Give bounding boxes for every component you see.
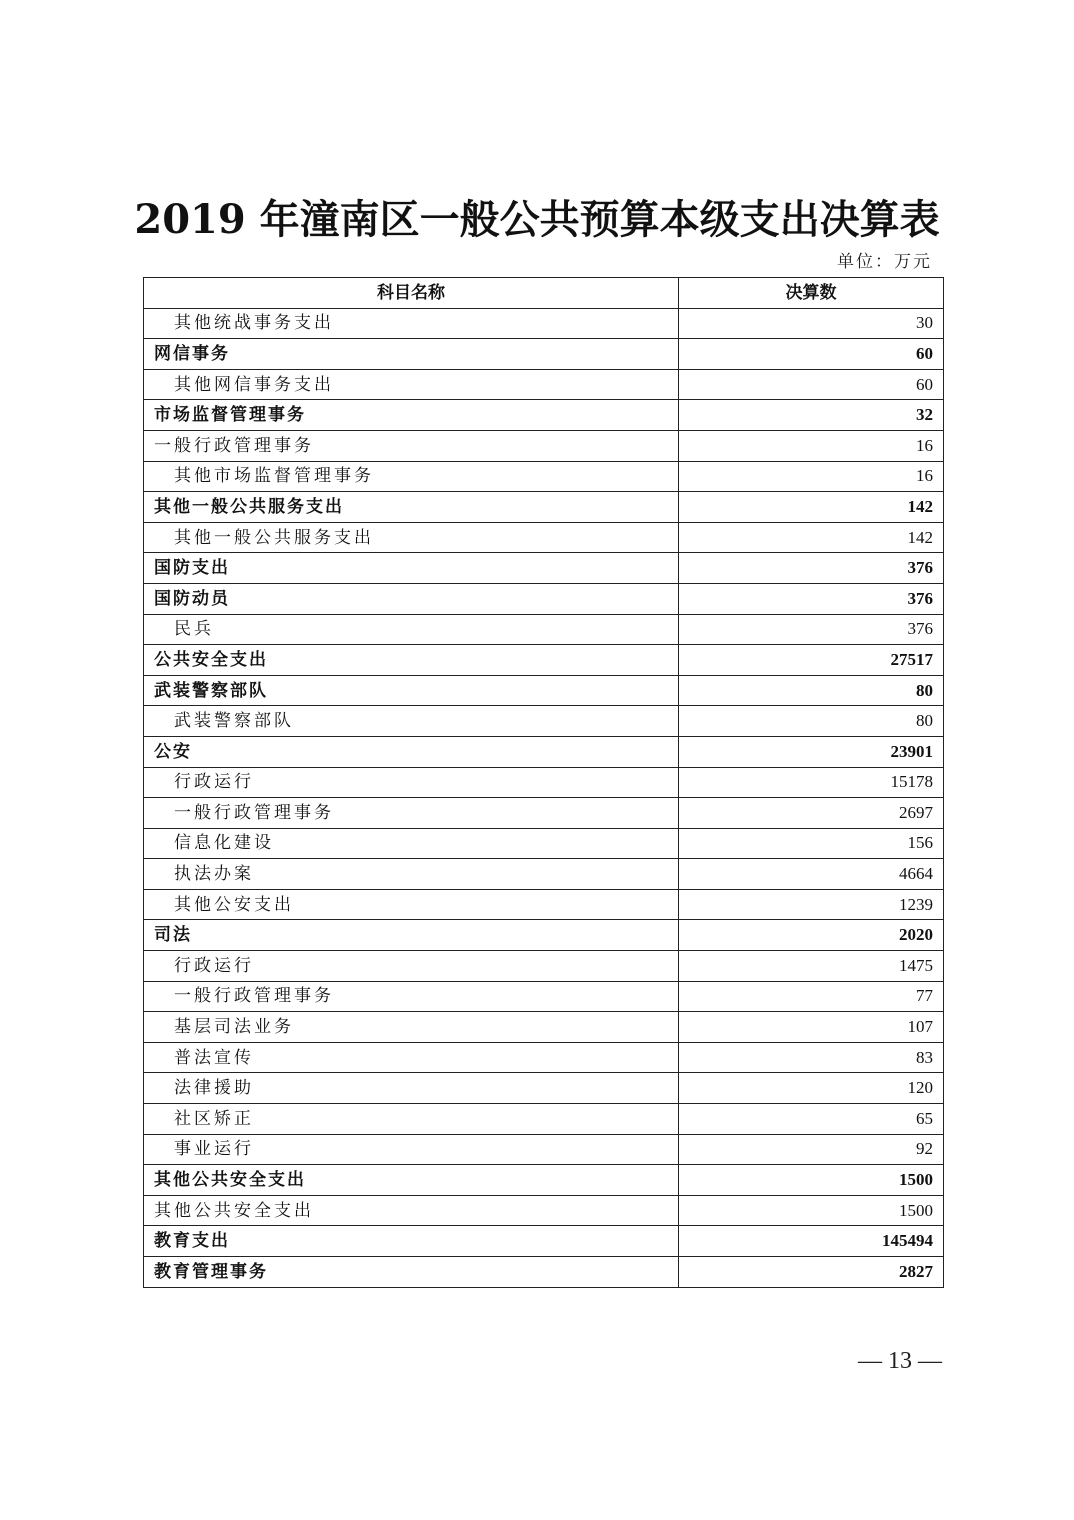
table-row xyxy=(144,859,944,890)
page-title: 2019 年潼南区一般公共预算本级支出决算表 xyxy=(134,196,940,243)
row-item-name: 社区矫正 xyxy=(144,1104,679,1135)
header-row xyxy=(144,278,944,309)
row-amount: 92 xyxy=(679,1134,944,1165)
row-amount: 80 xyxy=(679,675,944,706)
row-amount: 145494 xyxy=(679,1226,944,1257)
row-amount: 32 xyxy=(679,400,944,431)
row-item-name: 民兵 xyxy=(144,614,679,645)
row-amount: 30 xyxy=(679,308,944,339)
row-amount: 1500 xyxy=(679,1195,944,1226)
row-amount: 142 xyxy=(679,492,944,523)
row-item-name: 其他公共安全支出 xyxy=(144,1195,679,1226)
table-row xyxy=(144,1257,944,1288)
row-amount: 4664 xyxy=(679,859,944,890)
row-item-name: 行政运行 xyxy=(144,767,679,798)
row-amount: 107 xyxy=(679,1012,944,1043)
row-amount: 65 xyxy=(679,1104,944,1135)
table-row xyxy=(144,828,944,859)
row-amount: 1475 xyxy=(679,951,944,982)
table-row xyxy=(144,706,944,737)
table-row xyxy=(144,614,944,645)
table-row xyxy=(144,675,944,706)
row-amount: 2827 xyxy=(679,1257,944,1288)
table-row xyxy=(144,981,944,1012)
row-item-name: 其他网信事务支出 xyxy=(144,369,679,400)
table-row xyxy=(144,492,944,523)
table-row xyxy=(144,369,944,400)
table-row xyxy=(144,461,944,492)
row-item-name: 教育支出 xyxy=(144,1226,679,1257)
table-row xyxy=(144,767,944,798)
row-amount: 16 xyxy=(679,461,944,492)
row-item-name: 公共安全支出 xyxy=(144,645,679,676)
table-row xyxy=(144,1104,944,1135)
row-item-name: 教育管理事务 xyxy=(144,1257,679,1288)
row-amount: 2020 xyxy=(679,920,944,951)
row-item-name: 市场监督管理事务 xyxy=(144,400,679,431)
row-item-name: 其他公共安全支出 xyxy=(144,1165,679,1196)
table-body xyxy=(144,308,944,1287)
row-amount: 1500 xyxy=(679,1165,944,1196)
table-row xyxy=(144,583,944,614)
budget-table xyxy=(143,277,944,1288)
row-amount: 23901 xyxy=(679,736,944,767)
table-row xyxy=(144,1226,944,1257)
row-item-name: 公安 xyxy=(144,736,679,767)
row-item-name: 一般行政管理事务 xyxy=(144,798,679,829)
row-item-name: 执法办案 xyxy=(144,859,679,890)
row-item-name: 事业运行 xyxy=(144,1134,679,1165)
row-item-name: 国防动员 xyxy=(144,583,679,614)
row-amount: 16 xyxy=(679,430,944,461)
table-row xyxy=(144,645,944,676)
row-item-name: 司法 xyxy=(144,920,679,951)
row-item-name: 基层司法业务 xyxy=(144,1012,679,1043)
row-amount: 80 xyxy=(679,706,944,737)
row-amount: 1239 xyxy=(679,889,944,920)
table-row xyxy=(144,1073,944,1104)
table-row xyxy=(144,1134,944,1165)
table-row xyxy=(144,1195,944,1226)
row-item-name: 一般行政管理事务 xyxy=(144,981,679,1012)
table-header xyxy=(144,278,944,309)
table-row xyxy=(144,1012,944,1043)
row-item-name: 其他一般公共服务支出 xyxy=(144,492,679,523)
table-row xyxy=(144,736,944,767)
header-amount: 决算数 xyxy=(679,278,944,309)
page-number: — 13 — xyxy=(858,1348,942,1374)
row-item-name: 网信事务 xyxy=(144,339,679,370)
row-item-name: 一般行政管理事务 xyxy=(144,430,679,461)
row-amount: 142 xyxy=(679,522,944,553)
row-item-name: 行政运行 xyxy=(144,951,679,982)
row-amount: 27517 xyxy=(679,645,944,676)
row-item-name: 其他一般公共服务支出 xyxy=(144,522,679,553)
header-item-name: 科目名称 xyxy=(144,278,679,309)
table-row xyxy=(144,339,944,370)
table-row xyxy=(144,1165,944,1196)
table-row xyxy=(144,430,944,461)
table-row xyxy=(144,522,944,553)
row-amount: 376 xyxy=(679,553,944,584)
row-amount: 376 xyxy=(679,583,944,614)
row-amount: 156 xyxy=(679,828,944,859)
unit-label: 单位：万元 xyxy=(837,252,932,272)
table-row xyxy=(144,798,944,829)
row-amount: 376 xyxy=(679,614,944,645)
row-amount: 60 xyxy=(679,369,944,400)
row-amount: 83 xyxy=(679,1042,944,1073)
row-item-name: 信息化建设 xyxy=(144,828,679,859)
row-item-name: 其他公安支出 xyxy=(144,889,679,920)
row-item-name: 其他统战事务支出 xyxy=(144,308,679,339)
row-item-name: 其他市场监督管理事务 xyxy=(144,461,679,492)
row-item-name: 国防支出 xyxy=(144,553,679,584)
table-row xyxy=(144,889,944,920)
table-row xyxy=(144,951,944,982)
table-row xyxy=(144,1042,944,1073)
table-row xyxy=(144,400,944,431)
row-amount: 15178 xyxy=(679,767,944,798)
row-item-name: 普法宣传 xyxy=(144,1042,679,1073)
row-amount: 120 xyxy=(679,1073,944,1104)
row-amount: 2697 xyxy=(679,798,944,829)
table-row xyxy=(144,920,944,951)
row-item-name: 武装警察部队 xyxy=(144,675,679,706)
table-row xyxy=(144,308,944,339)
table-row xyxy=(144,553,944,584)
row-amount: 60 xyxy=(679,339,944,370)
row-item-name: 法律援助 xyxy=(144,1073,679,1104)
row-item-name: 武装警察部队 xyxy=(144,706,679,737)
row-amount: 77 xyxy=(679,981,944,1012)
